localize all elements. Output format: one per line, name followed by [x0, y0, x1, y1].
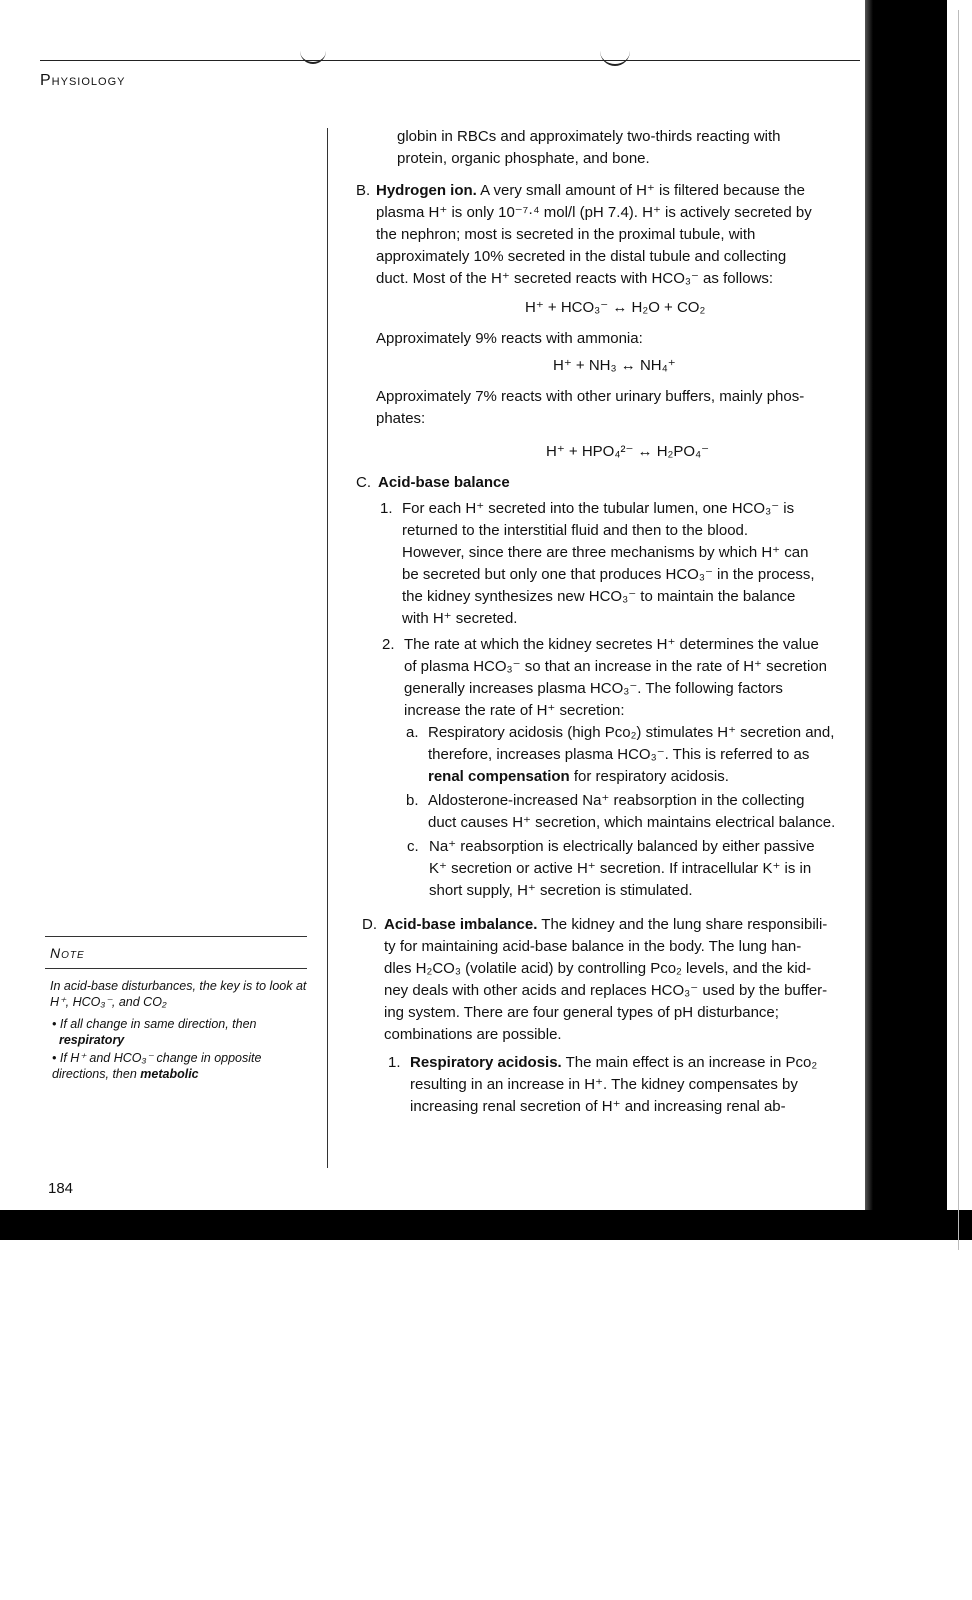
- subitem-marker: b.: [406, 792, 419, 809]
- item-text: The main effect is an increase in Pco₂: [561, 1054, 818, 1071]
- item-marker: 1.: [380, 500, 393, 517]
- item-line: resulting in an increase in H⁺. The kidney compensates by: [410, 1076, 798, 1093]
- paragraph-line: [376, 180, 805, 202]
- paragraph-line: ney deals with other acids and replaces HCO₃⁻ used by the buffer-: [384, 982, 828, 999]
- paragraph-line: Approximately 9% reacts with ammonia:: [376, 330, 643, 347]
- bottom-scan-band: [0, 1210, 972, 1240]
- note-bullet-bold: metabolic: [140, 1067, 199, 1081]
- item-marker: 1.: [388, 1054, 401, 1071]
- subitem-line: short supply, H⁺ secretion is stimulated.: [429, 882, 693, 899]
- subitem-line: Respiratory acidosis (high Pco₂) stimulates H⁺ secretion and,: [428, 724, 835, 741]
- note-bullet-bold: respiratory: [58, 1033, 125, 1047]
- bold-term: renal compensation: [428, 768, 570, 785]
- section-heading: Acid-base imbalance.: [384, 916, 538, 933]
- item-line: [410, 1052, 817, 1074]
- note-bullet-text: If all change in same direction, then: [59, 1017, 257, 1031]
- item-line: increase the rate of H⁺ secretion:: [404, 702, 625, 719]
- note-title: Note: [50, 945, 85, 961]
- note-bullet-text: If H⁺ and HCO₃⁻ change in opposite directions, then: [52, 1051, 262, 1081]
- item-line: returned to the interstitial fluid and then to the blood.: [402, 522, 749, 539]
- note-top-rule: [45, 936, 307, 937]
- header-mark-left: [300, 48, 326, 64]
- subitem-line: Na⁺ reabsorption is electrically balanced by either passive: [429, 838, 815, 855]
- note-bullet: • If H⁺ and HCO₃⁻ change in opposite directions, then metabolic: [52, 1051, 262, 1081]
- note-bullet: • If all change in same direction, then respiratory: [52, 1017, 257, 1047]
- paragraph-text: The kidney and the lung share responsibili-: [537, 916, 828, 933]
- subitem-text: for respiratory acidosis.: [569, 768, 729, 785]
- section-marker: C.: [356, 474, 371, 491]
- subitem-line: duct causes H⁺ secretion, which maintains electrical balance.: [428, 814, 836, 831]
- item-heading: Respiratory acidosis.: [410, 1054, 562, 1071]
- paragraph-line: duct. Most of the H⁺ secreted reacts with HCO₃⁻ as follows:: [376, 270, 774, 287]
- subitem-marker: c.: [407, 838, 419, 855]
- paragraph-line: ing system. There are four general types of pH disturbance;: [384, 1004, 779, 1021]
- note-title-rule: [45, 968, 307, 969]
- section-heading: Hydrogen ion.: [376, 182, 477, 199]
- paragraph-text: A very small amount of H⁺ is filtered because the: [476, 182, 805, 199]
- body-line: protein, organic phosphate, and bone.: [397, 150, 650, 167]
- equation: H⁺ + HPO₄²⁻ ↔ H₂PO₄⁻: [546, 443, 710, 460]
- equation: H⁺ + NH₃ ↔ NH₄⁺: [553, 357, 676, 374]
- section-title: Physiology: [40, 72, 126, 89]
- subitem-line: K⁺ secretion or active H⁺ secretion. If intracellular K⁺ is in: [429, 860, 812, 877]
- paragraph-line: ty for maintaining acid-base balance in the body. The lung han-: [384, 938, 802, 955]
- subitem-marker: a.: [406, 724, 419, 741]
- item-line: of plasma HCO₃⁻ so that an increase in the rate of H⁺ secretion: [404, 658, 827, 675]
- binding-shadow: [865, 0, 885, 1230]
- section-heading-text: Acid-base balance: [378, 474, 510, 491]
- item-marker: 2.: [382, 636, 395, 653]
- item-line: For each H⁺ secreted into the tubular lumen, one HCO₃⁻ is: [402, 500, 795, 517]
- section-marker: D.: [362, 916, 377, 933]
- item-line: The rate at which the kidney secretes H⁺ determines the value: [404, 636, 819, 653]
- paragraph-line: phates:: [376, 410, 426, 427]
- paragraph-line: [384, 914, 827, 936]
- paragraph-line: plasma H⁺ is only 10⁻⁷·⁴ mol/l (pH 7.4). H⁺ is actively secreted by: [376, 204, 812, 221]
- paragraph-line: dles H₂CO₃ (volatile acid) by controlling Pco₂ levels, and the kid-: [384, 960, 812, 977]
- header-rule: [40, 60, 860, 61]
- item-line: with H⁺ secreted.: [402, 610, 518, 627]
- column-divider: [327, 128, 328, 1168]
- note-intro: In acid-base disturbances, the key is to look at H⁺, HCO₃⁻, and CO₂: [50, 979, 307, 1009]
- subitem-line: Aldosterone-increased Na⁺ reabsorption in the collecting: [428, 792, 805, 809]
- page-edge-line: [958, 10, 959, 1250]
- subitem-line: therefore, increases plasma HCO₃⁻. This is referred to as: [428, 746, 810, 763]
- item-line: However, since there are three mechanisms by which H⁺ can: [402, 544, 809, 561]
- paragraph-line: combinations are possible.: [384, 1026, 562, 1043]
- section-heading: [378, 472, 510, 494]
- item-line: be secreted but only one that produces HCO₃⁻ in the process,: [402, 566, 815, 583]
- item-line: the kidney synthesizes new HCO₃⁻ to maintain the balance: [402, 588, 796, 605]
- section-marker: B.: [356, 182, 371, 199]
- paragraph-line: approximately 10% secreted in the distal tubule and collecting: [376, 248, 787, 265]
- binding-dark-edge: [885, 0, 947, 1230]
- header-mark-right: [600, 48, 630, 66]
- item-line: generally increases plasma HCO₃⁻. The following factors: [404, 680, 783, 697]
- subitem-line: [428, 766, 729, 788]
- body-line: globin in RBCs and approximately two-thirds reacting with: [397, 128, 781, 145]
- page-number: 184: [48, 1180, 74, 1197]
- item-line: increasing renal secretion of H⁺ and increasing renal ab-: [410, 1098, 786, 1115]
- paragraph-line: Approximately 7% reacts with other urinary buffers, mainly phos-: [376, 388, 805, 405]
- paragraph-line: the nephron; most is secreted in the proximal tubule, with: [376, 226, 756, 243]
- equation: H⁺ + HCO₃⁻ ↔ H₂O + CO₂: [525, 299, 706, 316]
